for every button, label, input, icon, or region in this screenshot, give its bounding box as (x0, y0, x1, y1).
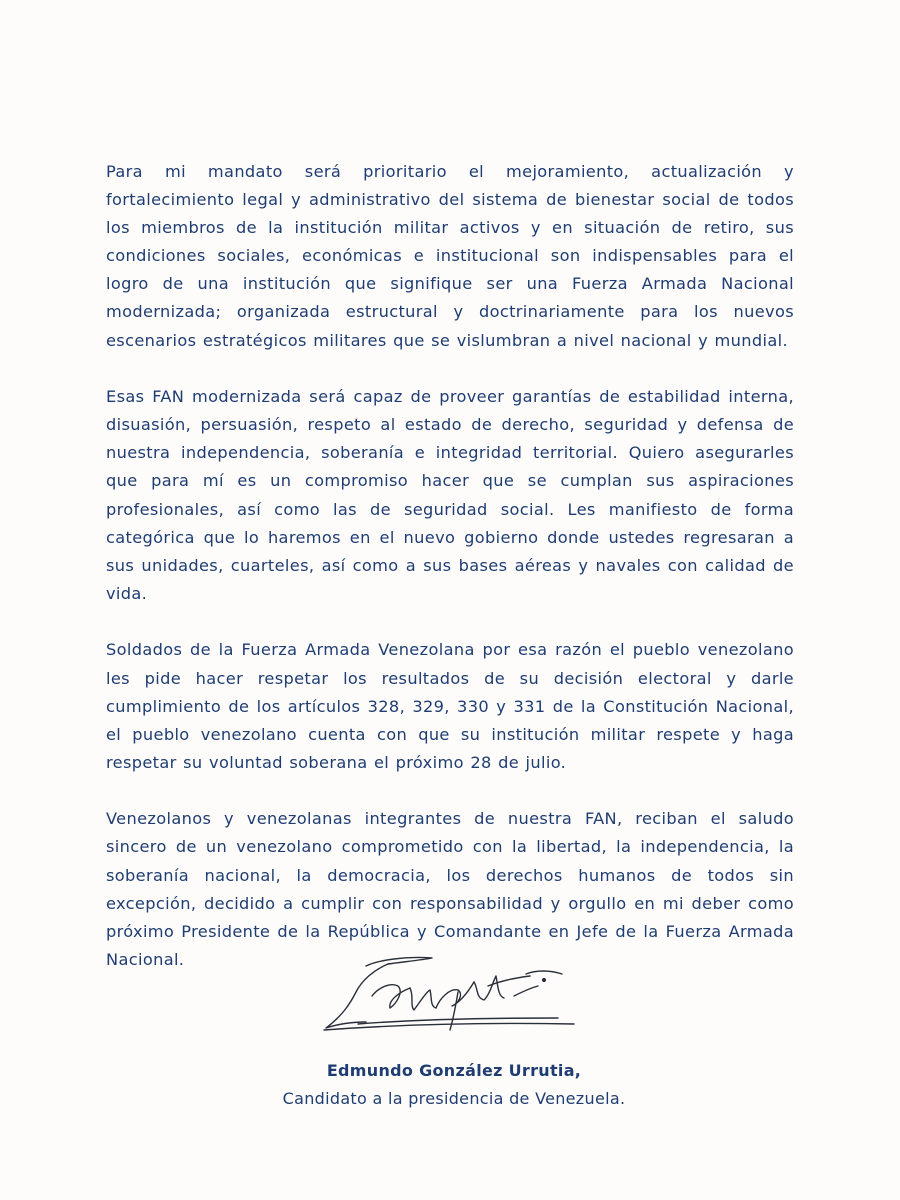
paragraph-3: Soldados de la Fuerza Armada Venezolana por esa razón el pueblo venezolano les pide hacer respetar los resultados de su decisión electoral y darle cumplimiento de los artículos 328, 329, 330 y 331 de la Constitución Nacional, el pueblo venezolano cuenta con que su institución militar respete y haga respetar su voluntad soberana el próximo 28 de julio. (106, 640, 794, 772)
signatory-title: Candidato a la presidencia de Venezuela. (282, 1089, 626, 1108)
handwritten-signature (318, 952, 580, 1038)
paragraph-4: Venezolanos y venezolanas integrantes de nuestra FAN, reciban el saludo sincero de un venezolano comprometido con la libertad, la independencia, la soberanía nacional, la democracia, los derechos humanos de todos sin excepción, decidido a cumplir con responsabilidad y orgullo en mi deber como próximo Presidente de la República y Comandante en Jefe de la Fuerza Armada Nacional. (106, 809, 794, 969)
paragraph-1: Para mi mandato será prioritario el mejoramiento, actualización y fortalecimiento legal y administrativo del sistema de bienestar social de todos los miembros de la institución militar activos y en situación de retiro, sus condiciones sociales, económicas e institucional son indispensables para el logro de una institución que signifique ser una Fuerza Armada Nacional modernizada; organizada estructural y doctrinariamente para los nuevos escenarios estratégicos militares que se vislumbran a nivel nacional y mundial. (106, 162, 794, 350)
letter-body (106, 158, 794, 1002)
signatory-name: Edmundo González Urrutia, (326, 1061, 582, 1080)
paragraph-2: Esas FAN modernizada será capaz de proveer garantías de estabilidad interna, disuasión, persuasión, respeto al estado de derecho, seguridad y defensa de nuestra independencia, soberanía e integridad territorial. Quiero asegurarles que para mí es un compromiso hacer que se cumplan sus aspiraciones profesionales, así como las de seguridad social. Les manifiesto de forma categórica que lo haremos en el nuevo gobierno donde ustedes regresaran a sus unidades, cuarteles, así como a sus bases aéreas y navales con calidad de vida. (106, 387, 794, 603)
